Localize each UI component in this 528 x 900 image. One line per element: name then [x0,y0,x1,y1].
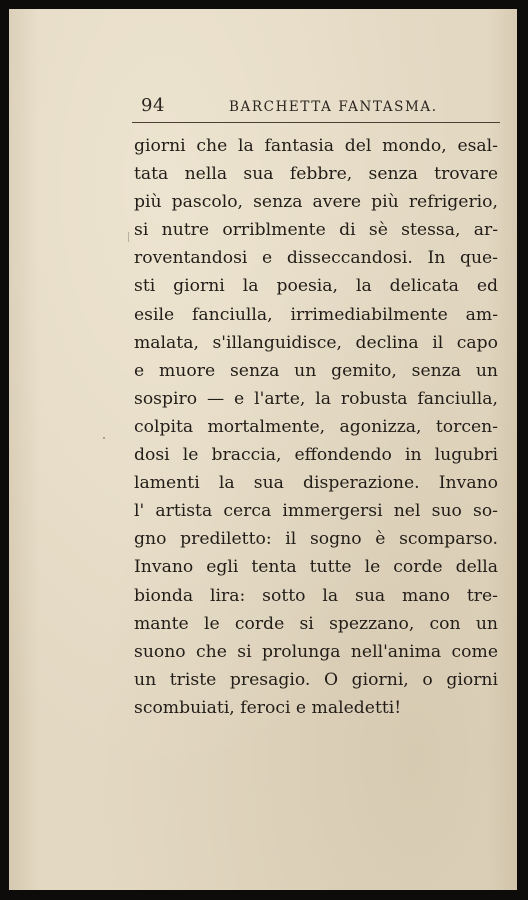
page-header [141,95,507,121]
text-line: lamenti la sua disperazione. Invano [134,473,498,494]
text-line: malata, s'illanguidisce, declina il capo [134,332,498,353]
text-line: scombuiati, feroci e maledetti! [134,697,402,718]
text-line: si nutre orriblmente di sè stessa, ar- [134,220,498,241]
text-line: bionda lira: sotto la sua mano tre- [134,585,498,606]
text-line: giorni che la fantasia del mondo, esal- [134,136,498,156]
text-line: dosi le braccia, effondendo in lugubri [134,445,498,466]
text-line: sospiro — e l'arte, la robusta fanciulla, [134,388,498,409]
paper-mark [128,232,129,242]
text-line: tata nella sua febbre, senza trovare [134,164,498,185]
text-line: e muore senza un gemito, senza un [134,360,498,381]
text-line: un triste presagio. O giorni, o giorni [134,669,498,690]
paper-speck [103,437,105,439]
page-number: 94 [141,95,165,116]
text-line: esile fanciulla, irrimediabilmente am- [134,304,498,325]
text-line: roventandosi e disseccandosi. In que- [134,248,498,269]
text-line: suono che si prolunga nell'anima come [134,641,498,662]
text-line: mante le corde si spezzano, con un [134,613,498,634]
running-title: BARCHETTA FANTASMA. [229,99,438,115]
text-line: l' artista cerca immergersi nel suo so- [134,501,498,522]
text-line: gno prediletto: il sogno è scomparso. [134,529,498,550]
body-text [134,132,498,722]
text-line: sti giorni la poesia, la delicata ed [134,276,498,297]
header-rule [132,122,500,123]
text-line: colpita mortalmente, agonizza, torcen- [134,416,498,437]
text-line: Invano egli tenta tutte le corde della [134,557,498,578]
text-line: più pascolo, senza avere più refrigerio, [134,192,498,213]
